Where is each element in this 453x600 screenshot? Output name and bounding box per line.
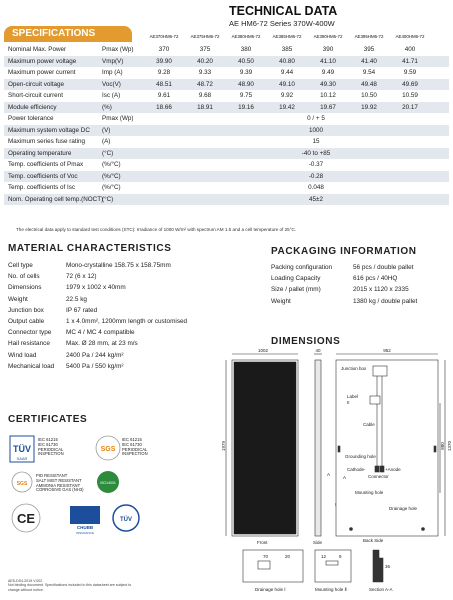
certificates-block xyxy=(8,430,218,540)
drainage-hole-i-label: Drainage hole Ⅰ xyxy=(255,587,286,592)
connector-label: Connector xyxy=(368,474,389,479)
tuv-logo-sub: SAAR xyxy=(16,456,28,461)
spec-value: 49.10 xyxy=(279,80,295,88)
material-row xyxy=(8,294,228,305)
spec-row xyxy=(4,194,449,206)
material-value: 1979 x 1002 x 40mm xyxy=(66,284,126,292)
spec-value: 1000 xyxy=(308,126,323,134)
section-a-left: A xyxy=(343,475,347,480)
side-label: Side xyxy=(313,540,323,545)
spec-row xyxy=(4,148,449,160)
model-header: AE380HM6-72 xyxy=(231,34,261,39)
material-row xyxy=(8,350,228,361)
spec-unit: Isc (A) xyxy=(102,92,121,99)
certificates-title: CERTIFICATES xyxy=(8,414,88,425)
spec-value: 9.61 xyxy=(157,92,171,99)
packing-label: Size / pallet (mm) xyxy=(271,286,321,294)
spec-label: Temp. coefficients of Isc xyxy=(8,184,76,191)
spec-value: 9.75 xyxy=(239,92,253,99)
drainage-hole-detail xyxy=(243,550,303,582)
material-table xyxy=(8,260,228,372)
dim-70: 70 xyxy=(263,554,269,559)
spec-label: Nominal Max. Power xyxy=(8,46,67,53)
dimensions-title: DIMENSIONS xyxy=(271,336,341,347)
ii-label: II xyxy=(347,400,350,405)
material-row xyxy=(8,305,228,316)
dim-20: 20 xyxy=(285,554,291,559)
spec-row xyxy=(4,159,449,171)
material-label: Output cable xyxy=(8,317,45,325)
packing-label: Loading Capacity xyxy=(271,275,321,283)
chubb-logo-sub: INSURANCE xyxy=(76,531,94,535)
sgs-cert-text: IEC 61215 IEC 61730 PERIODICAL INSPECTION xyxy=(122,437,148,457)
iso-logo-text: ISO14001 xyxy=(100,481,116,485)
spec-value: 9.44 xyxy=(280,69,294,76)
sgs-pid-logo-text: SGS xyxy=(16,481,28,487)
spec-value: 19.42 xyxy=(279,103,295,111)
side-profile xyxy=(315,360,321,536)
section-aa-label: Section A-A xyxy=(369,587,393,592)
anode-label: +Anode xyxy=(385,467,401,472)
section-aa-detail xyxy=(373,550,383,582)
tuv-cert-text: IEC 61215 IEC 61730 PERIODICAL INSPECTION xyxy=(38,437,64,457)
model-header: AE375HM6-72 xyxy=(190,34,220,39)
dim-880: 880 xyxy=(440,442,445,450)
material-label: Connector type xyxy=(8,329,52,337)
tuv2-logo-text: TÜV xyxy=(120,517,132,523)
cable-label: Cable xyxy=(363,422,375,427)
dim-40: 40 xyxy=(315,348,321,353)
material-row xyxy=(8,338,228,349)
sgs-logo xyxy=(96,436,120,460)
packing-row xyxy=(271,273,451,284)
spec-value: 49.69 xyxy=(402,80,418,88)
spec-unit: (°C) xyxy=(102,195,114,203)
spec-value: 41.40 xyxy=(361,57,377,65)
back-panel xyxy=(336,360,438,536)
material-value: 1 x 4.0mm², 1200mm length or customised xyxy=(66,317,188,325)
material-value: 22.5 kg xyxy=(66,295,87,303)
spec-unit: (%) xyxy=(102,103,112,111)
spec-label: Power tolerance xyxy=(8,115,54,122)
junction-box-label: Junction box xyxy=(341,366,367,371)
page-title: TECHNICAL DATA xyxy=(229,4,338,18)
packing-value: 1380 kg / double pallet xyxy=(353,297,418,305)
mounting-hole-label: Mounting hole xyxy=(355,490,384,495)
spec-value: 19.92 xyxy=(361,103,377,111)
spec-value: 18.66 xyxy=(156,103,172,111)
spec-row xyxy=(4,171,449,183)
spec-value: 45±2 xyxy=(309,195,323,203)
spec-label: Maximum power voltage xyxy=(8,57,77,65)
material-row xyxy=(8,316,228,327)
dim-12: 12 xyxy=(321,554,327,559)
material-label: Mechanical load xyxy=(8,362,55,370)
spec-row xyxy=(4,79,449,91)
material-row xyxy=(8,271,228,282)
spec-label: Maximum system voltage DC xyxy=(8,126,90,134)
packing-row xyxy=(271,262,451,273)
dim-1979: 1979 xyxy=(221,440,226,452)
spec-value: 18.91 xyxy=(197,103,213,111)
spec-label: Module efficiency xyxy=(8,103,57,111)
spec-row xyxy=(4,56,449,68)
spec-value: 9.49 xyxy=(321,69,335,76)
spec-value: 395 xyxy=(363,46,375,53)
sgs-pid-logo xyxy=(12,472,32,492)
spec-row xyxy=(4,44,449,56)
spec-value: 49.30 xyxy=(320,80,336,88)
packing-label: Weight xyxy=(271,297,291,305)
spec-value: 41.10 xyxy=(320,57,336,65)
spec-value: 49.48 xyxy=(361,80,377,88)
packing-row xyxy=(271,296,451,307)
packing-title: PACKAGING INFORMATION xyxy=(271,246,417,257)
material-row xyxy=(8,327,228,338)
sgs-logo-text: SGS xyxy=(100,446,116,453)
spec-unit: (V) xyxy=(102,126,111,134)
packing-row xyxy=(271,284,451,295)
ce-logo xyxy=(12,504,40,532)
spec-value: -0.28 xyxy=(308,172,324,180)
spec-unit: (%/°C) xyxy=(102,184,121,191)
ce-logo-text: CE xyxy=(16,511,36,526)
specifications-table xyxy=(4,44,449,205)
material-value: 5400 Pa / 550 kg/m² xyxy=(66,362,124,370)
spec-value: 10.59 xyxy=(402,92,418,99)
spec-value: 370 xyxy=(158,46,170,53)
spec-label: Open-circuit voltage xyxy=(8,80,64,88)
material-label: Junction box xyxy=(8,306,44,314)
label-label: Label xyxy=(347,394,359,399)
spec-label: Operating temperature xyxy=(8,149,72,157)
dim-1002: 1002 xyxy=(257,348,269,353)
drainage-hole-label: Drainage hole xyxy=(389,506,418,511)
dimension-drawing xyxy=(223,346,453,596)
mounting-hole-ii-label: Mounting hole Ⅱ xyxy=(315,587,347,592)
spec-value: 9.33 xyxy=(198,69,212,76)
spec-value: 48.90 xyxy=(238,80,254,88)
front-label: Front xyxy=(257,540,268,545)
model-header: AE370HM6-72 xyxy=(149,34,179,39)
stc-note: The electrical data apply to standard test conditions (STC): Irradiance of 1000 W/m² with spectrum AM 1.5 and a cell temperature of 25°C. xyxy=(16,227,297,232)
spec-row xyxy=(4,182,449,194)
material-label: Weight xyxy=(8,295,28,303)
i-label: I xyxy=(335,502,337,507)
spec-value: 380 xyxy=(240,46,252,53)
spec-value: 19.16 xyxy=(238,103,254,111)
spec-value: 10.12 xyxy=(320,92,336,99)
spec-label: Maximum series fuse rating xyxy=(8,138,85,145)
dim-9: 9 xyxy=(339,554,342,559)
spec-value: 48.72 xyxy=(197,80,213,88)
spec-value: 375 xyxy=(199,46,211,53)
packing-value: 616 pcs / 40HQ xyxy=(353,275,398,283)
spec-value: 40.20 xyxy=(197,57,213,65)
material-label: Dimensions xyxy=(8,284,42,292)
spec-unit: Voc(V) xyxy=(102,80,121,88)
spec-label: Nom. Operating cell temp.(NOCT) xyxy=(8,195,104,203)
spec-value: 0 / + 5 xyxy=(307,115,325,122)
spec-value: 39.90 xyxy=(156,57,172,65)
model-header: AE400HM6-72 xyxy=(395,34,425,39)
spec-row xyxy=(4,125,449,137)
specifications-tab: SPECIFICATIONS xyxy=(4,26,132,42)
material-label: Hail resistance xyxy=(8,340,50,348)
tuv-saar-logo xyxy=(10,436,34,462)
material-row xyxy=(8,282,228,293)
spec-value: 9.39 xyxy=(239,69,253,76)
tuv-logo-text: TÜV xyxy=(13,444,31,454)
pid-cert-text: PID RESISTANT SALT MIST RESISTANT AMMONIA RESISTANT CORROSIVE GAS (NH3) xyxy=(36,473,84,493)
spec-row xyxy=(4,102,449,114)
spec-value: 0.048 xyxy=(308,184,324,191)
spec-unit: Pmax (Wp) xyxy=(102,115,134,122)
spec-value: 9.28 xyxy=(157,69,171,76)
spec-label: Temp. coefficients of Pmax xyxy=(8,161,84,168)
dim-952: 952 xyxy=(383,348,391,353)
dim-1370: 1370 xyxy=(447,440,452,452)
spec-unit: (A) xyxy=(102,138,111,145)
spec-value: 9.54 xyxy=(362,69,376,76)
spec-value: 10.50 xyxy=(361,92,377,99)
material-label: No. of cells xyxy=(8,273,40,281)
spec-value: 9.59 xyxy=(403,69,417,76)
footer-disclaimer: AE5-DS4-2019 V.002 Not binding document. Specifications included in this datasheet are subject to change without notice. xyxy=(8,579,132,592)
material-value: 2400 Pa / 244 kg/m² xyxy=(66,351,124,359)
spec-value: 41.71 xyxy=(402,57,418,65)
material-value: Mono-crystalline 158.75 x 158.75mm xyxy=(66,262,171,269)
spec-value: 9.92 xyxy=(280,92,294,99)
spec-unit: Pmax (Wp) xyxy=(102,46,134,53)
spec-value: 15 xyxy=(312,138,320,145)
model-header: AE385HM6-72 xyxy=(272,34,302,39)
spec-unit: Vmp(V) xyxy=(102,57,124,65)
chubb-logo-text: CHUBB xyxy=(76,525,94,530)
material-label: Cell type xyxy=(8,262,33,269)
chubb-logo xyxy=(70,506,100,535)
spec-label: Temp. coefficients of Voc xyxy=(8,172,78,180)
tuv-rheinland-logo xyxy=(113,505,139,531)
material-value: MC 4 / MC 4 compatible xyxy=(66,329,135,337)
material-title: MATERIAL CHARACTERISTICS xyxy=(8,243,172,254)
dim-36: 36 xyxy=(385,564,391,569)
spec-unit: Imp (A) xyxy=(102,69,123,76)
spec-value: 40.50 xyxy=(238,57,254,65)
spec-value: 385 xyxy=(281,46,293,53)
packing-value: 2015 x 1120 x 2335 xyxy=(353,286,409,294)
grounding-hole-label: Grounding hole xyxy=(345,454,376,459)
material-value: IP 67 rated xyxy=(66,306,98,314)
cathode-label: Cathode- xyxy=(347,467,366,472)
spec-label: Short-circuit current xyxy=(8,92,63,99)
spec-row xyxy=(4,67,449,79)
section-a-side: A xyxy=(327,472,331,477)
spec-unit: (%/°C) xyxy=(102,161,121,168)
back-side-label: Back Side xyxy=(363,538,384,543)
material-value: Max. Ø 28 mm, at 23 m/s xyxy=(66,340,138,348)
packing-label: Packing configuration xyxy=(271,264,333,271)
packing-table xyxy=(271,262,451,307)
spec-unit: (%/°C) xyxy=(102,172,121,180)
material-row xyxy=(8,260,228,271)
model-header: AE395HM6-72 xyxy=(354,34,384,39)
spec-unit: (°C) xyxy=(102,149,114,157)
spec-row xyxy=(4,90,449,102)
spec-value: 9.68 xyxy=(198,92,212,99)
spec-label: Maximum power current xyxy=(8,69,76,76)
iso14001-logo xyxy=(97,471,119,493)
spec-value: 400 xyxy=(404,46,416,53)
material-value: 72 (6 x 12) xyxy=(66,273,97,281)
material-label: Wind load xyxy=(8,351,37,359)
spec-row xyxy=(4,113,449,125)
spec-value: 20.17 xyxy=(402,103,418,111)
spec-value: 48.51 xyxy=(156,80,172,88)
spec-row xyxy=(4,136,449,148)
spec-value: 19.67 xyxy=(320,103,336,111)
front-panel-cells xyxy=(234,362,296,534)
material-row xyxy=(8,361,228,372)
packing-value: 56 pcs / double pallet xyxy=(353,264,414,271)
spec-value: -0.37 xyxy=(308,161,324,168)
model-header: AE390HM6-72 xyxy=(313,34,343,39)
spec-value: -40 to +85 xyxy=(301,149,331,157)
page-subtitle: AE HM6-72 Series 370W-400W xyxy=(229,19,335,28)
spec-value: 390 xyxy=(322,46,334,53)
spec-value: 40.80 xyxy=(279,57,295,65)
